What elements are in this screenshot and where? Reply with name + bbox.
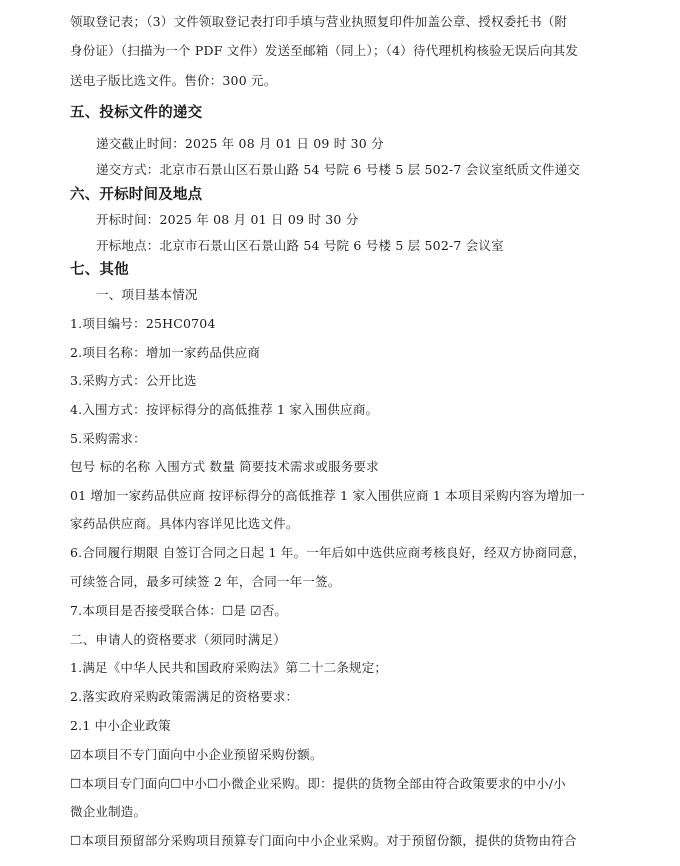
section-5-heading: 五、投标文件的递交 [70, 105, 203, 121]
sme-option-2: ☐本项目专门面向☐中小☐小微企业采购。即：提供的货物全部由符合政策要求的中小/小 [70, 776, 566, 791]
section-6-heading: 六、开标时间及地点 [70, 187, 203, 203]
procurement-method: 3.采购方式：公开比选 [70, 373, 197, 388]
opening-place: 开标地点：北京市石景山区石景山路 54 号院 6 号楼 5 层 502-7 会议室 [96, 238, 504, 253]
opening-time: 开标时间：2025 年 08 月 01 日 09 时 30 分 [96, 212, 359, 227]
procurement-needs: 5.采购需求： [70, 431, 146, 446]
paragraph-line: 领取登记表；（3）文件领取登记表打印手填与营业执照复印件加盖公章、授权委托书（附 [70, 14, 568, 29]
requirements-table-header: 包号 标的名称 入围方式 数量 简要技术需求或服务要求 [70, 459, 379, 474]
subsection-qualifications: 二、申请人的资格要求（须同时满足） [70, 632, 286, 647]
sme-option-2-cont: 微企业制造。 [70, 804, 147, 819]
submission-deadline: 递交截止时间：2025 年 08 月 01 日 09 时 30 分 [96, 136, 384, 151]
project-name: 2.项目名称：增加一家药品供应商 [70, 345, 261, 360]
paragraph-line: 送电子版比选文件。售价：300 元。 [70, 73, 277, 88]
qualification-1: 1.满足《中华人民共和国政府采购法》第二十二条规定； [70, 660, 388, 675]
contract-term-cont: 可续签合同，最多可续签 2 年，合同一年一签。 [70, 574, 341, 589]
paragraph-line: 身份证）（扫描为一个 PDF 文件）发送至邮箱（同上）；（4）待代理机构核验无误后向其发 [70, 43, 579, 58]
subsection-project-info: 一、项目基本情况 [96, 287, 198, 302]
sme-option-3: ☐本项目预留部分采购项目预算专门面向中小企业采购。对于预留份额，提供的货物由符合 [70, 833, 577, 848]
section-7-heading: 七、其他 [70, 262, 129, 278]
requirements-table-row-cont: 家药品供应商。具体内容详见比选文件。 [70, 516, 299, 531]
contract-term: 6.合同履行期限 自签订合同之日起 1 年。一年后如中选供应商考核良好，经双方协商同意， [70, 545, 586, 560]
consortium-option: 7.本项目是否接受联合体：☐是 ☑否。 [70, 603, 288, 618]
qualification-2: 2.落实政府采购政策需满足的资格要求： [70, 689, 299, 704]
submission-method: 递交方式：北京市石景山区石景山路 54 号院 6 号楼 5 层 502-7 会议室纸质文件递交 [96, 162, 581, 177]
sme-policy-heading: 2.1 中小企业政策 [70, 718, 171, 733]
shortlist-method: 4.入围方式：按评标得分的高低推荐 1 家入围供应商。 [70, 402, 379, 417]
sme-option-1: ☑本项目不专门面向中小企业预留采购份额。 [70, 747, 323, 762]
project-number: 1.项目编号：25HC0704 [70, 316, 216, 331]
requirements-table-row: 01 增加一家药品供应商 按评标得分的高低推荐 1 家入围供应商 1 本项目采购内容为增加一 [70, 488, 585, 503]
